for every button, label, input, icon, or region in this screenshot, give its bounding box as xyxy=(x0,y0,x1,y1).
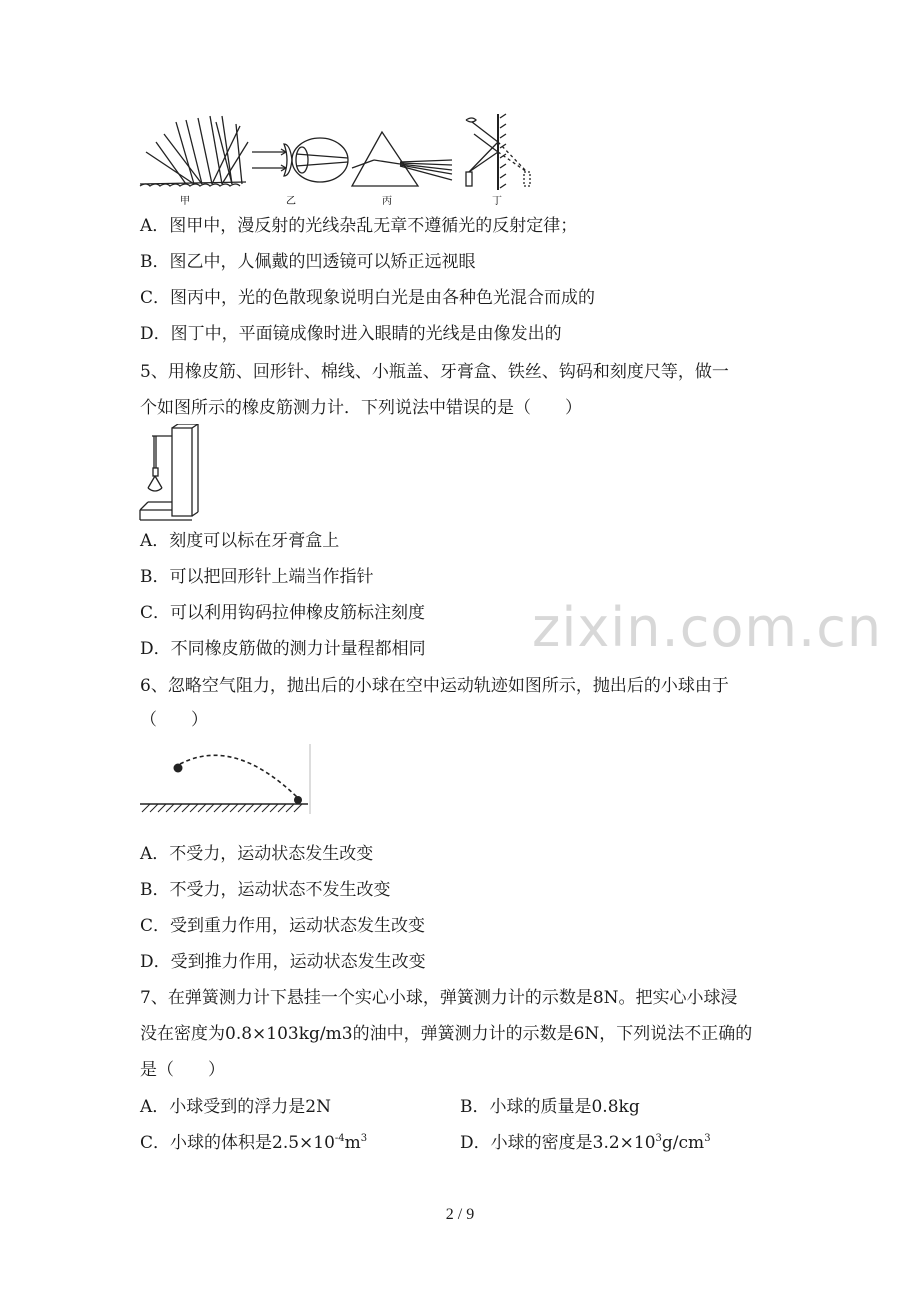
q4-option-a: A．图甲中，漫反射的光线杂乱无章不遵循光的反射定律； xyxy=(140,216,578,236)
figure-label-bing: 丙 xyxy=(382,196,392,207)
q7-option-c: C．小球的体积是$2.5\times 10^{-4}m^3$ xyxy=(140,1133,368,1153)
rubber-band-dynamometer-figure xyxy=(136,424,216,524)
q4-option-d: D．图丁中，平面镜成像时进入眼睛的光线是由像发出的 xyxy=(140,324,562,344)
q6-option-b: B．不受力，运动状态不发生改变 xyxy=(140,880,391,900)
figure-label-yi: 乙 xyxy=(286,196,296,207)
q7-option-d: D．小球的密度是$3.2\times 10^3g/cm^3$ xyxy=(460,1133,711,1153)
q7-stem-line2: 没在密度为0.8×103kg/m3的油中，弹簧测力计的示数是6N，下列说法不正确的 xyxy=(140,1024,753,1044)
q7-option-b: B．小球的质量是0.8kg xyxy=(460,1097,640,1117)
q5-stem-line1: 5、用橡皮筋、回形针、棉线、小瓶盖、牙膏盒、铁丝、钩码和刻度尺等，做一 xyxy=(140,362,729,382)
q5-option-c: C．可以利用钩码拉伸橡皮筋标注刻度 xyxy=(140,603,426,623)
watermark: zixin.com.cn xyxy=(532,596,883,659)
q6-option-c: C．受到重力作用，运动状态发生改变 xyxy=(140,916,426,936)
q6-option-a: A．不受力，运动状态发生改变 xyxy=(140,844,374,864)
figure-ding-plane-mirror xyxy=(466,114,530,190)
q5-option-b: B．可以把回形针上端当作指针 xyxy=(140,567,374,587)
q4-option-c: C．图丙中，光的色散现象说明白光是由各种色光混合而成的 xyxy=(140,288,596,308)
figure-yi-eye-lens xyxy=(252,138,348,182)
q4-option-b: B．图乙中，人佩戴的凹透镜可以矫正远视眼 xyxy=(140,252,476,272)
q6-stem-line1: 6、忽略空气阻力，抛出后的小球在空中运动轨迹如图所示，抛出后的小球由于 xyxy=(140,676,729,696)
figure-label-ding: 丁 xyxy=(492,196,502,207)
figure-bing-prism xyxy=(352,132,452,186)
page-number: 2 / 9 xyxy=(445,1206,475,1223)
q6-stem-line2: （ ） xyxy=(140,710,208,730)
q7-stem-line1: 7、在弹簧测力计下悬挂一个实心小球，弹簧测力计的示数是8N。把实心小球浸 xyxy=(140,988,738,1008)
figure-label-jia: 甲 xyxy=(180,196,190,207)
q7-stem-line3: 是（ ） xyxy=(140,1060,225,1080)
q5-option-a: A．刻度可以标在牙膏盒上 xyxy=(140,531,340,551)
q6-option-d: D．受到推力作用，运动状态发生改变 xyxy=(140,952,426,972)
optics-figure xyxy=(136,112,536,208)
q7-option-a: A．小球受到的浮力是2N xyxy=(140,1097,331,1117)
q5-option-d: D．不同橡皮筋做的测力计量程都相同 xyxy=(140,639,426,659)
q5-stem-line2: 个如图所示的橡皮筋测力计．下列说法中错误的是（ ） xyxy=(140,398,582,418)
projectile-trajectory-figure xyxy=(138,742,314,818)
figure-jia-diffuse-reflection xyxy=(140,116,248,186)
